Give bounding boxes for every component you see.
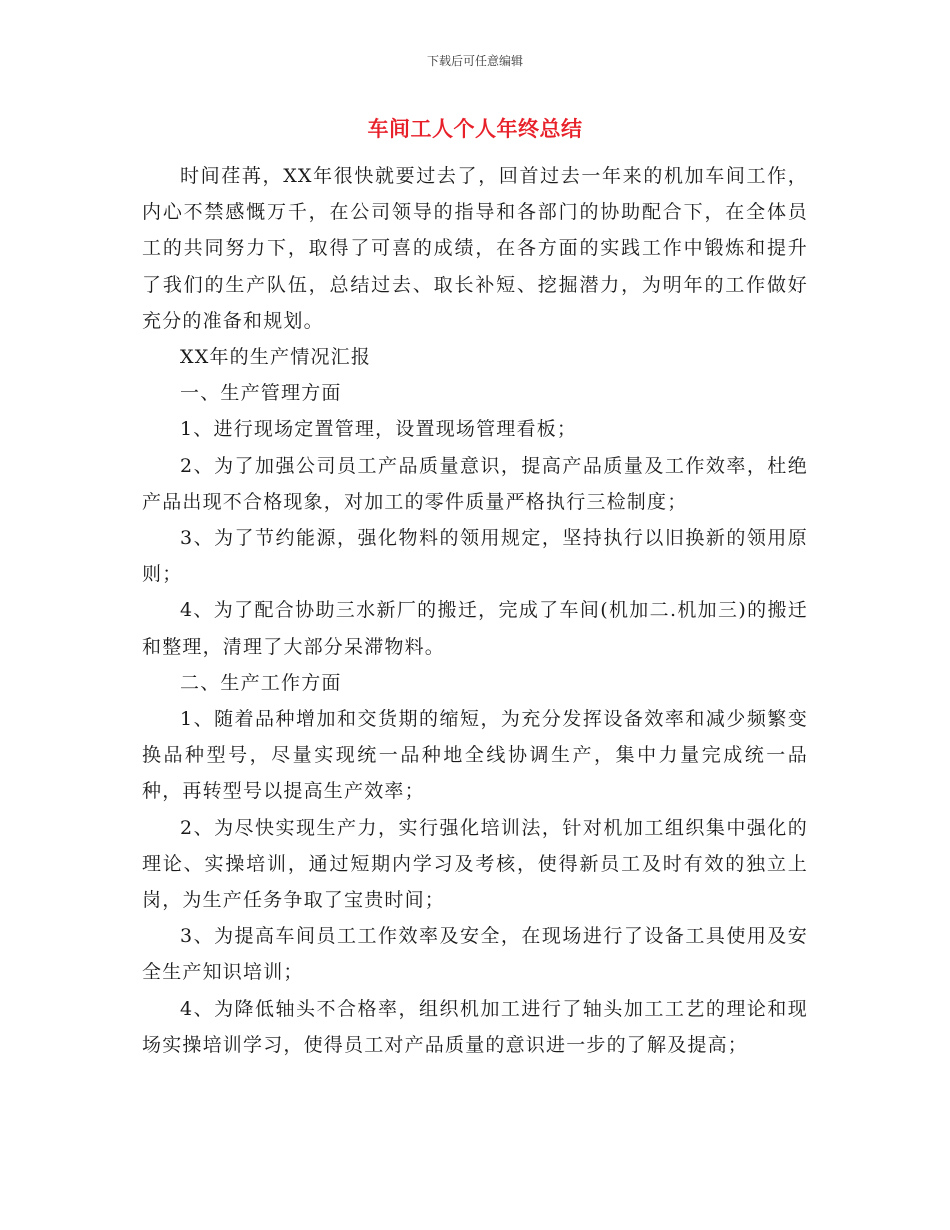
- paragraph-heading-production: 二、生产工作方面: [180, 671, 342, 694]
- paragraph-item: 2、为了加强公司员工产品质量意识，提高产品质量及工作效率，杜绝产品出现不合格现象，对加工的零件质量严格执行三检制度；: [142, 454, 808, 513]
- paragraph-section-heading: XX年的生产情况汇报: [180, 346, 372, 369]
- paragraph-heading-management: 一、生产管理方面: [180, 382, 342, 405]
- paragraph-item: 4、为降低轴头不合格率，组织机加工进行了轴头加工工艺的理论和现场实操培训学习，使得员工对产品质量的意识进一步的了解及提高；: [142, 997, 808, 1056]
- document-body: [142, 158, 808, 1063]
- paragraph-item: 3、为提高车间员工工作效率及安全，在现场进行了设备工具使用及安全生产知识培训；: [142, 925, 808, 984]
- paragraph-item: 4、为了配合协助三水新厂的搬迁，完成了车间(机加二.机加三)的搬迁和整理，清理了大部分呆滞物料。: [142, 599, 808, 658]
- paragraph-item: 1、随着品种增加和交货期的缩短，为充分发挥设备效率和减少频繁变换品种型号，尽量实现统一品种地全线协调生产，集中力量完成统一品种，再转型号以提高生产效率；: [142, 708, 808, 803]
- paragraph-item: 3、为了节约能源，强化物料的领用规定，坚持执行以旧换新的领用原则；: [142, 527, 808, 586]
- document-title: 车间工人个人年终总结: [367, 117, 583, 141]
- header-note: 下载后可任意编辑: [426, 54, 523, 68]
- paragraph-item: 2、为尽快实现生产力，实行强化培训法，针对机加工组织集中强化的理论、实操培训，通过短期内学习及考核，使得新员工及时有效的独立上岗，为生产任务争取了宝贵时间；: [142, 816, 808, 912]
- paragraph-intro: 时间荏苒，XX年很快就要过去了，回首过去一年来的机加车间工作，内心不禁感慨万千，在公司领导的指导和各部门的协助配合下，在全体员工的共同努力下，取得了可喜的成绩，在各方面的实践工作中锻炼和提升了我们的生产队伍，总结过去、取长补短、挖掘潜力，为明年的工作做好充分的准备和规划。: [142, 165, 808, 332]
- paragraph-item: 1、进行现场定置管理，设置现场管理看板；: [180, 418, 578, 441]
